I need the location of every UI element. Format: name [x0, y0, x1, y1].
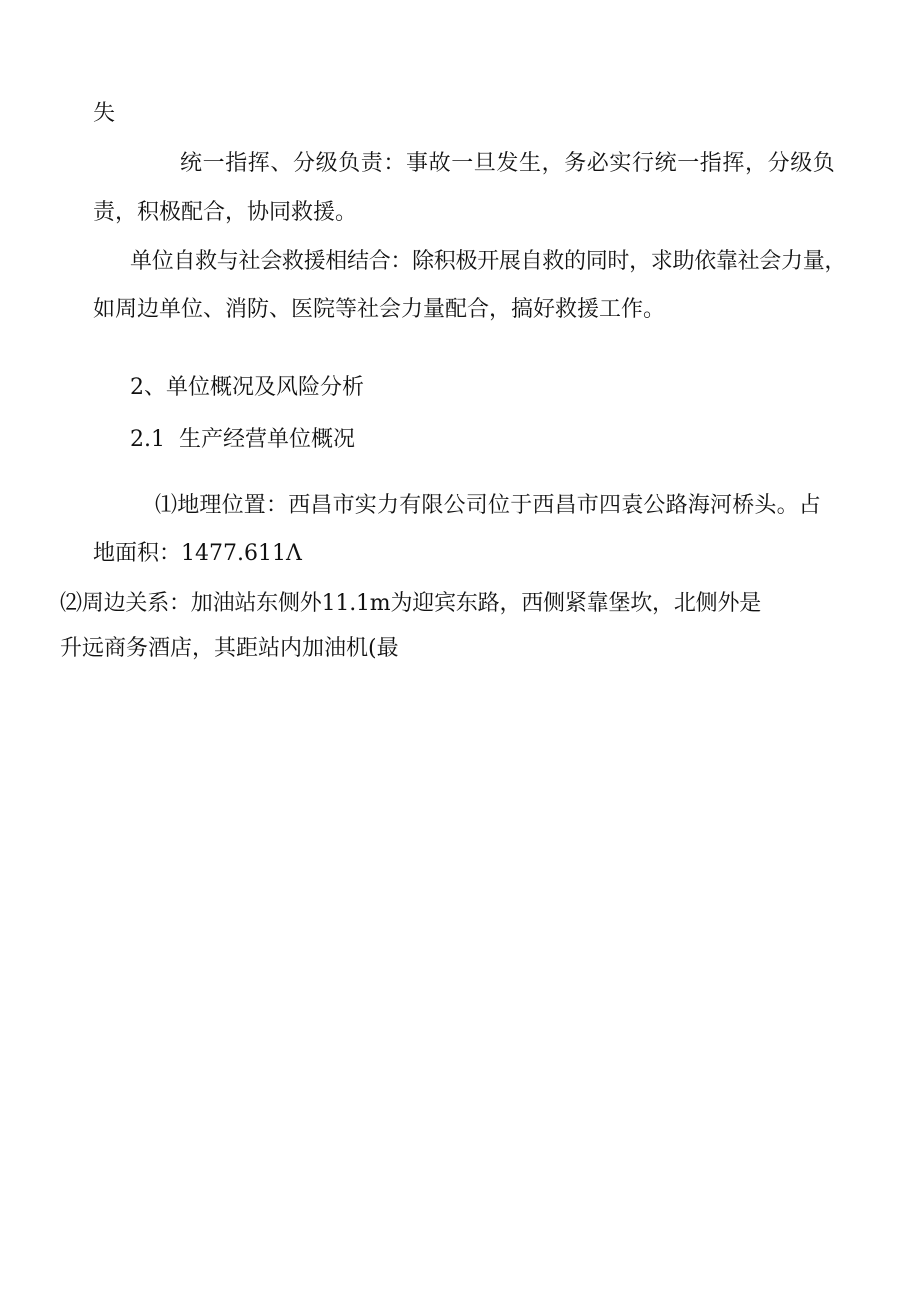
paragraph-line: 统一指挥、分级负责：事故一旦发生，务必实行统一指挥，分级负 [180, 151, 836, 176]
paragraph-line: 责，积极配合，协同救援。 [93, 200, 358, 225]
paragraph-line: 失 [93, 101, 116, 126]
paragraph-line: 升远商务酒店，其距站内加油机(最 [60, 636, 399, 661]
subsection-heading: 2.1 生产经营单位概况 [130, 427, 355, 452]
section-heading: 2、单位概况及风险分析 [130, 375, 364, 400]
paragraph-line: ⑵周边关系：加油站东侧外11.1m为迎宾东路，西侧紧靠堡坎，北侧外是 [60, 591, 762, 616]
paragraph-line: 如周边单位、消防、医院等社会力量配合，搞好救援工作。 [93, 297, 666, 322]
paragraph-line: 单位自救与社会救援相结合：除积极开展自救的同时，求助依靠社会力量， [130, 249, 847, 274]
paragraph-line: 地面积：1477.611Λ [93, 541, 302, 566]
paragraph-line: ⑴地理位置：西昌市实力有限公司位于西昌市四袁公路海河桥头。占 [155, 493, 822, 518]
